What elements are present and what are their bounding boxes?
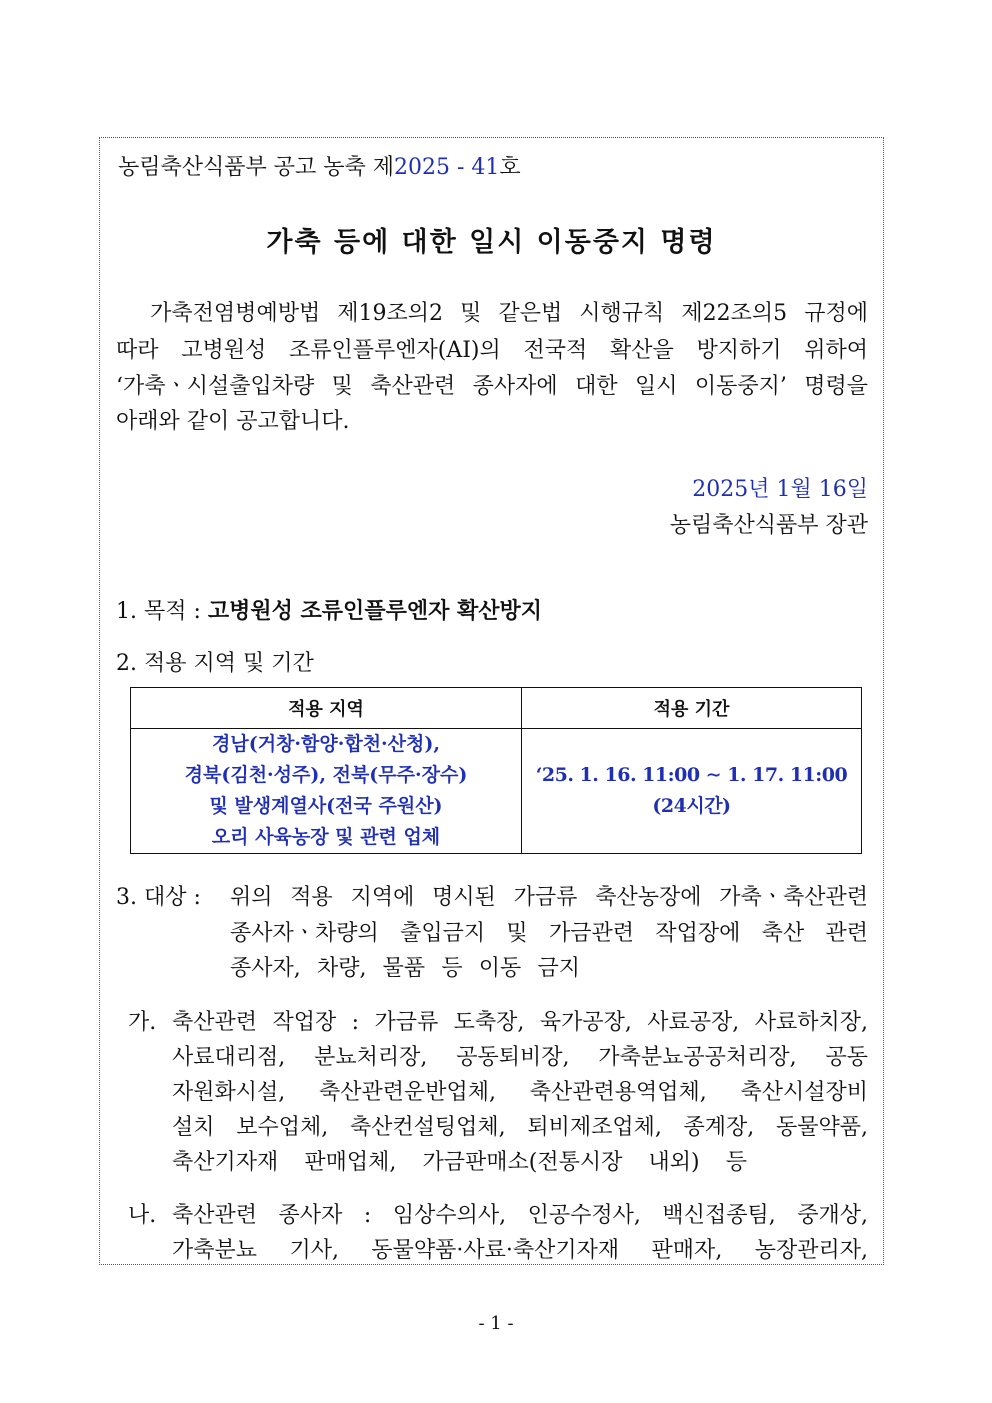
period-line: ‘25. 1. 16. 11:00 ∼ 1. 17. 11:00: [535, 764, 848, 786]
issue-date: 2025년 1월 16일: [692, 477, 868, 502]
intro-line-3: ‘가축ㆍ시설출입차량 및 축산관련 종사자에 대한 일시 이동중지’ 명령을: [116, 374, 868, 399]
section-3-line-1: 위의 적용 지역에 명시된 가금류 축산농장에 가축ㆍ축산관련: [230, 885, 868, 910]
header-period: 적용 기간: [522, 688, 862, 729]
notice-number: 농림축산식품부 공고 농축 제2025 - 41호: [118, 155, 521, 180]
sub-item-ga-line: 축산관련 작업장 : 가금류 도축장, 육가공장, 사료공장, 사료하치장,: [172, 1010, 868, 1035]
region-cell: [131, 729, 522, 854]
period-line: (24시간): [652, 795, 731, 817]
region-line: 및 발생계열사(전국 주원산): [209, 795, 443, 817]
period-cell: [522, 729, 862, 854]
sub-item-na-line: 가축분뇨 기사, 동물약품·사료·축산기자재 판매자, 농장관리자,: [172, 1238, 868, 1263]
sub-item-ga-marker: 가.: [128, 1010, 157, 1035]
header-region: 적용 지역: [131, 688, 522, 729]
issuer: 농림축산식품부 장관: [669, 513, 868, 538]
sub-item-ga-line: 설치 보수업체, 축산컨설팅업체, 퇴비제조업체, 종계장, 동물약품,: [172, 1115, 868, 1140]
sub-item-ga-line: 사료대리점, 분뇨처리장, 공동퇴비장, 가축분뇨공공처리장, 공동: [172, 1045, 868, 1070]
purpose: 1. 목적 : 고병원성 조류인플루엔자 확산방지: [116, 598, 542, 624]
region-period-table: [130, 687, 862, 854]
region-line: 경남(거창·함양·합천·산청),: [212, 733, 440, 755]
section-2-label: 2. 적용 지역 및 기간: [116, 651, 314, 676]
region-line: 경북(김천·성주), 전북(무주·장수): [184, 764, 468, 786]
intro-line-2: 따라 고병원성 조류인플루엔자(AI)의 전국적 확산을 방지하기 위하여: [116, 338, 868, 363]
document-title: 가축 등에 대한 일시 이동중지 명령: [266, 227, 717, 258]
section-3-line-3: 종사자, 차량, 물품 등 이동 금지: [230, 956, 580, 981]
section-3-line-2: 종사자ㆍ차량의 출입금지 및 가금관련 작업장에 축산 관련: [230, 921, 868, 946]
sub-item-na-marker: 나.: [128, 1203, 157, 1228]
section-3-label: 3. 대상 :: [116, 885, 201, 910]
page-number: - 1 -: [478, 1313, 514, 1334]
sub-item-na-line: 축산관련 종사자 : 임상수의사, 인공수정사, 백신접종팀, 중개상,: [172, 1203, 868, 1228]
intro-line-4: 아래와 같이 공고합니다.: [116, 409, 350, 434]
sub-item-ga-line: 자원화시설, 축산관련운반업체, 축산관련용역업체, 축산시설장비: [172, 1080, 868, 1105]
intro-line-1: 가축전염병예방법 제19조의2 및 같은법 시행규칙 제22조의5 규정에: [116, 301, 868, 326]
sub-item-ga-line: 축산기자재 판매업체, 가금판매소(전통시장 내외) 등: [172, 1150, 747, 1175]
region-line: 오리 사육농장 및 관련 업체: [211, 826, 441, 848]
